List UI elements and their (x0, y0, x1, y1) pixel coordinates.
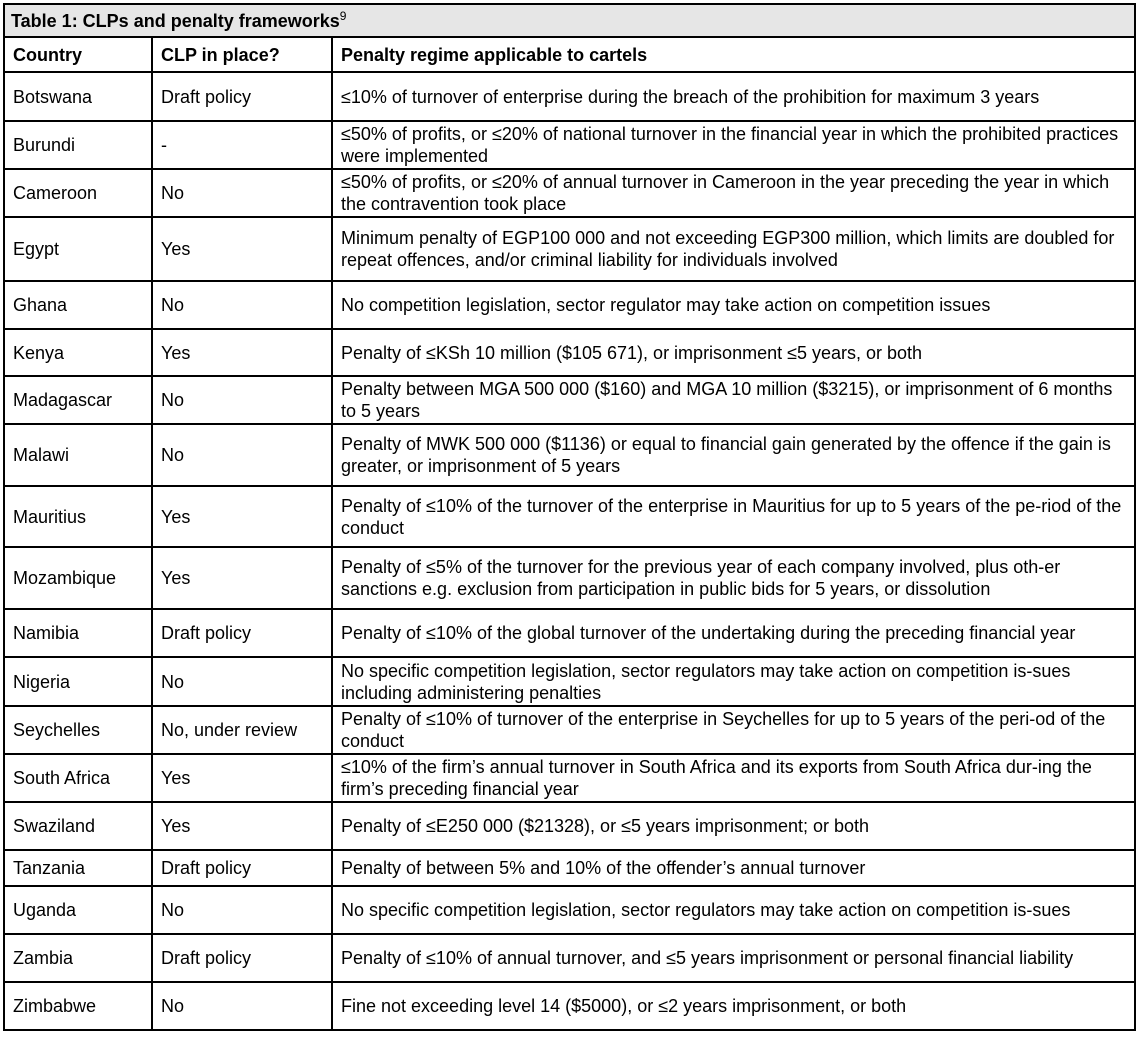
cell-clp: No (152, 657, 332, 706)
table-row (4, 657, 1135, 706)
cell-country: Tanzania (4, 850, 152, 886)
cell-country: Zimbabwe (4, 982, 152, 1030)
cell-clp: No (152, 169, 332, 217)
cell-country: South Africa (4, 754, 152, 802)
cell-penalty: Penalty of ≤E250 000 ($21328), or ≤5 years imprisonment; or both (332, 802, 1135, 850)
cell-penalty: Penalty of ≤10% of turnover of the enterprise in Seychelles for up to 5 years of the peri-od of the conduct (332, 706, 1135, 754)
cell-penalty: Fine not exceeding level 14 ($5000), or ≤2 years imprisonment, or both (332, 982, 1135, 1030)
cell-penalty: Minimum penalty of EGP100 000 and not exceeding EGP300 million, which limits are doubled for repeat offences, and/or criminal liability for individuals involved (332, 217, 1135, 281)
cell-country: Uganda (4, 886, 152, 934)
table-row (4, 217, 1135, 281)
table-row (4, 72, 1135, 121)
footnote-marker: 9 (339, 8, 347, 23)
cell-penalty: ≤10% of turnover of enterprise during the breach of the prohibition for maximum 3 years (332, 72, 1135, 121)
cell-penalty: Penalty of ≤5% of the turnover for the previous year of each company involved, plus oth-er sanctions e.g. exclusion from participation in public bids for 5 years, or dissolution (332, 547, 1135, 609)
cell-clp: No (152, 281, 332, 329)
table-row (4, 802, 1135, 850)
cell-penalty: Penalty of ≤KSh 10 million ($105 671), or imprisonment ≤5 years, or both (332, 329, 1135, 376)
cell-country: Kenya (4, 329, 152, 376)
cell-clp: No (152, 424, 332, 486)
cell-clp: Draft policy (152, 934, 332, 982)
cell-clp: No (152, 886, 332, 934)
table-body (4, 72, 1135, 1030)
cell-country: Swaziland (4, 802, 152, 850)
cell-country: Egypt (4, 217, 152, 281)
table-row (4, 329, 1135, 376)
cell-penalty: ≤10% of the firm’s annual turnover in South Africa and its exports from South Africa dur-ing the firm’s preceding financial year (332, 754, 1135, 802)
table-row (4, 376, 1135, 424)
cell-clp: Yes (152, 547, 332, 609)
cell-penalty: Penalty of ≤10% of the turnover of the enterprise in Mauritius for up to 5 years of the pe-riod of the conduct (332, 486, 1135, 547)
header-country: Country (4, 37, 152, 72)
cell-clp: Yes (152, 217, 332, 281)
cell-country: Malawi (4, 424, 152, 486)
cell-country: Mozambique (4, 547, 152, 609)
cell-clp: Draft policy (152, 72, 332, 121)
cell-penalty: No specific competition legislation, sector regulators may take action on competition is-sues (332, 886, 1135, 934)
cell-country: Zambia (4, 934, 152, 982)
cell-clp: No (152, 982, 332, 1030)
header-row (4, 37, 1135, 72)
cell-penalty: ≤50% of profits, or ≤20% of national turnover in the financial year in which the prohibited practices were implemented (332, 121, 1135, 169)
table-row (4, 754, 1135, 802)
cell-penalty: Penalty of ≤10% of annual turnover, and ≤5 years imprisonment or personal financial liability (332, 934, 1135, 982)
cell-clp: Yes (152, 329, 332, 376)
table-caption-text: Table 1: CLPs and penalty frameworks (11, 10, 340, 31)
cell-penalty: No competition legislation, sector regulator may take action on competition issues (332, 281, 1135, 329)
table-row (4, 121, 1135, 169)
cell-clp: No (152, 376, 332, 424)
cell-penalty: No specific competition legislation, sector regulators may take action on competition is-sues including administering penalties (332, 657, 1135, 706)
cell-country: Namibia (4, 609, 152, 657)
cell-country: Mauritius (4, 486, 152, 547)
table-row (4, 486, 1135, 547)
cell-clp: No, under review (152, 706, 332, 754)
cell-country: Ghana (4, 281, 152, 329)
table-row (4, 706, 1135, 754)
cell-clp: Yes (152, 754, 332, 802)
cell-country: Botswana (4, 72, 152, 121)
cell-penalty: Penalty of between 5% and 10% of the offender’s annual turnover (332, 850, 1135, 886)
cell-penalty: Penalty of ≤10% of the global turnover of the undertaking during the preceding financial year (332, 609, 1135, 657)
cell-clp: Yes (152, 802, 332, 850)
clp-penalty-table (3, 3, 1136, 1031)
cell-country: Seychelles (4, 706, 152, 754)
table-row (4, 850, 1135, 886)
caption-row (4, 4, 1135, 37)
table-row (4, 982, 1135, 1030)
cell-penalty: Penalty between MGA 500 000 ($160) and MGA 10 million ($3215), or imprisonment of 6 months to 5 years (332, 376, 1135, 424)
cell-clp: - (152, 121, 332, 169)
cell-country: Burundi (4, 121, 152, 169)
cell-penalty: ≤50% of profits, or ≤20% of annual turnover in Cameroon in the year preceding the year in which the contravention took place (332, 169, 1135, 217)
table-row (4, 169, 1135, 217)
header-clp: CLP in place? (152, 37, 332, 72)
table-row (4, 281, 1135, 329)
table-row (4, 934, 1135, 982)
table-row (4, 886, 1135, 934)
table-caption (4, 4, 1135, 37)
cell-country: Madagascar (4, 376, 152, 424)
header-penalty: Penalty regime applicable to cartels (332, 37, 1135, 72)
cell-country: Cameroon (4, 169, 152, 217)
cell-country: Nigeria (4, 657, 152, 706)
cell-clp: Yes (152, 486, 332, 547)
table-row (4, 547, 1135, 609)
table-row (4, 424, 1135, 486)
cell-clp: Draft policy (152, 850, 332, 886)
table-row (4, 609, 1135, 657)
cell-clp: Draft policy (152, 609, 332, 657)
cell-penalty: Penalty of MWK 500 000 ($1136) or equal to financial gain generated by the offence if the gain is greater, or imprisonment of 5 years (332, 424, 1135, 486)
